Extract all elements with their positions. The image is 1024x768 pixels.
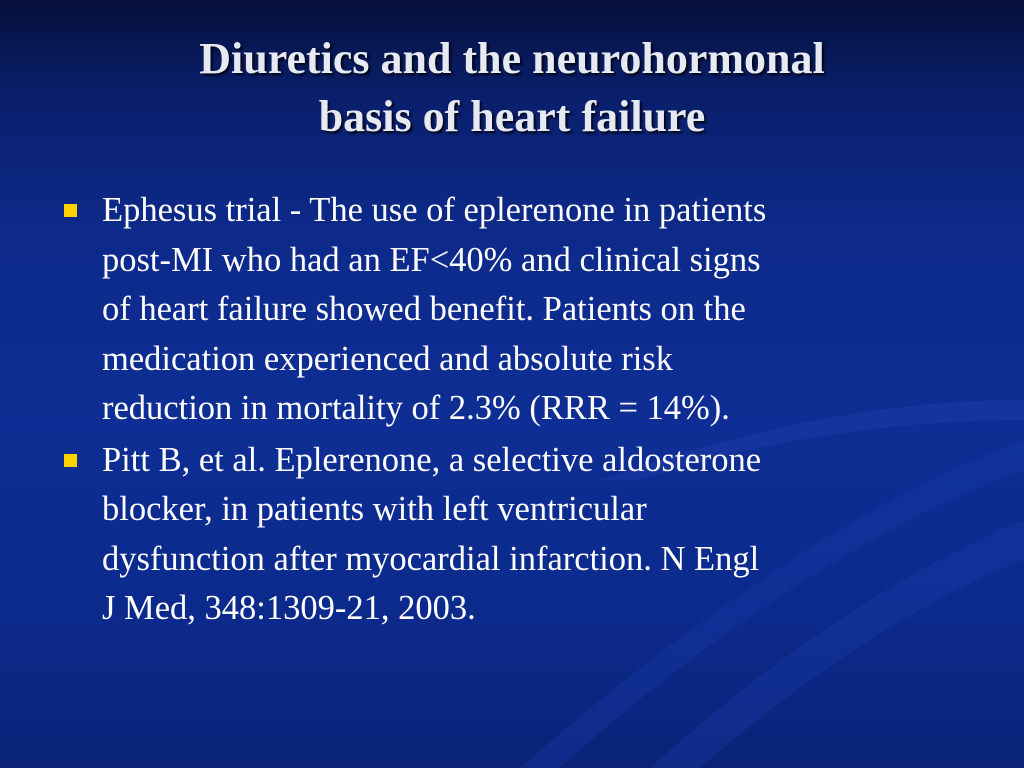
bullet-line: Ephesus trial - The use of eplerenone in patients (102, 191, 767, 229)
bullet-list (62, 186, 962, 636)
bullet-line: Pitt B, et al. Eplerenone, a selective aldosterone (102, 440, 762, 479)
bullet-line: J Med, 348:1309-21, 2003. (102, 589, 476, 627)
square-bullet-icon (64, 454, 77, 467)
bullet-line: reduction in mortality of 2.3% (RRR = 14%). (102, 389, 730, 427)
bullet-line: dysfunction after myocardial infarction. N Engl (102, 539, 760, 578)
bullet-line: post-MI who had an EF<40% and clinical signs (102, 240, 761, 279)
square-bullet-icon (64, 204, 77, 217)
title-line: Diuretics and the neurohormonal (199, 34, 825, 83)
bullet-line: of heart failure showed benefit. Patients on the (102, 290, 746, 328)
bullet-text (102, 186, 962, 434)
title-line: basis of heart failure (318, 92, 706, 141)
bullet-text (102, 436, 962, 634)
bullet-line: medication experienced and absolute risk (102, 339, 673, 378)
bullet-line: blocker, in patients with left ventricular (102, 490, 647, 528)
bullet-item (62, 186, 962, 434)
slide-title (40, 30, 984, 146)
bullet-item (62, 436, 962, 634)
